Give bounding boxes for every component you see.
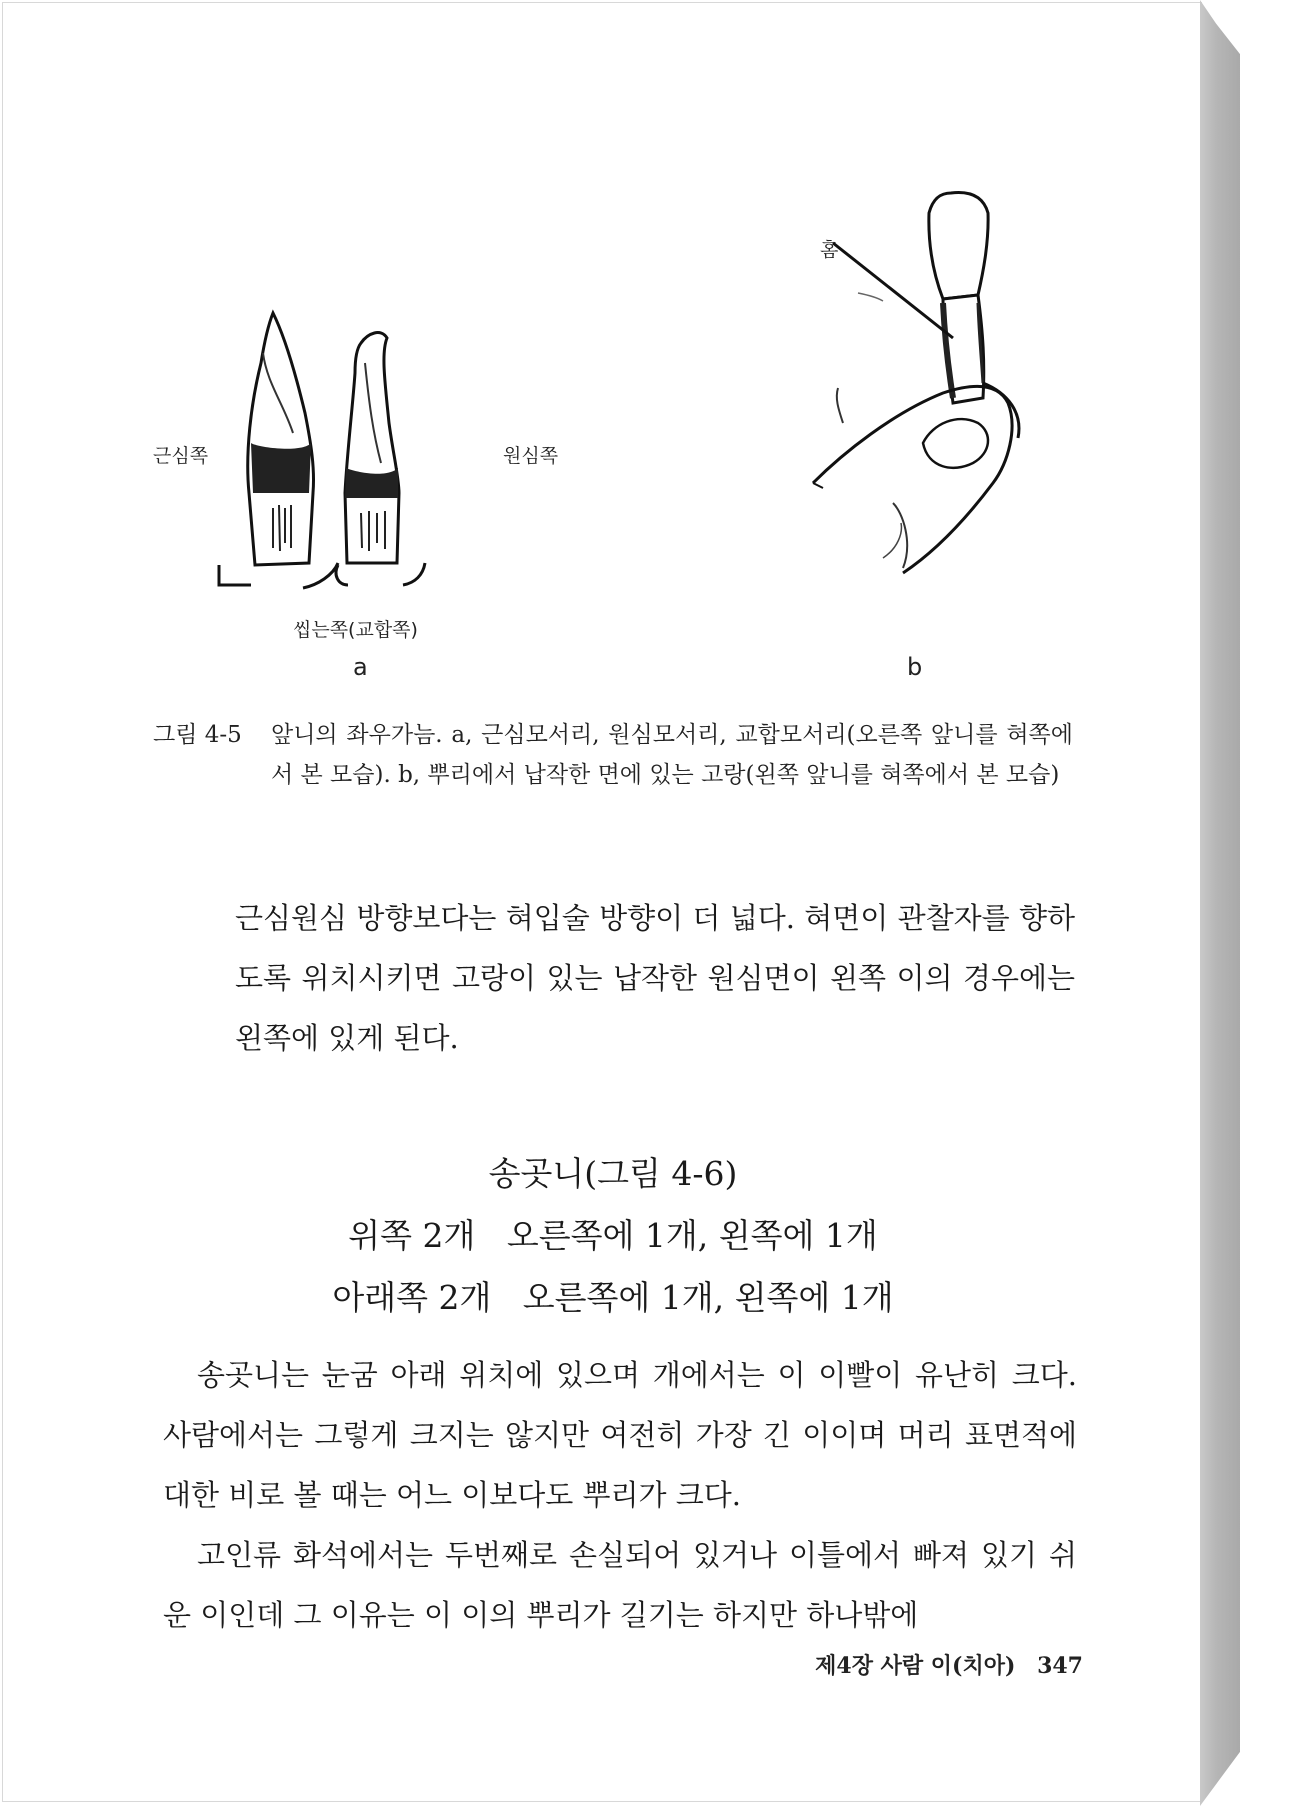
- figure-4-5-a: [133, 293, 593, 693]
- page-number: 347: [1037, 1653, 1083, 1679]
- section-lower-count: 아래쪽 2개 오른쪽에 1개, 왼쪽에 1개: [332, 1278, 894, 1317]
- page-footer: [753, 1649, 1083, 1680]
- caption-number: 그림 4-5: [153, 722, 242, 748]
- section-upper-count: 위쪽 2개 오른쪽에 1개, 왼쪽에 1개: [348, 1216, 878, 1255]
- distal-side-label: 원심쪽: [503, 445, 559, 467]
- section-heading: [253, 1143, 973, 1329]
- figure-4-5-b: [783, 183, 1083, 693]
- groove-label: 홈: [820, 239, 839, 261]
- body-paragraphs: [163, 1345, 1077, 1645]
- body-paragraph-2: 송곳니는 눈굼 아래 위치에 있으며 개에서는 이 이빨이 유난히 크다. 사람에서는 그렇게 크지는 않지만 여전히 가장 긴 이이며 머리 표면적에 대한 비로 볼 때는 어느 이보다도 뿌리가 크다.: [163, 1358, 1077, 1512]
- section-title: 송곳니(그림 4-6): [488, 1154, 738, 1193]
- book-page: [2, 2, 1202, 1802]
- page-stack-edge: [1200, 0, 1240, 1806]
- mesial-side-label: 근심쪽: [153, 445, 209, 467]
- figure-b-letter: b: [907, 653, 923, 681]
- figure-a-letter: a: [353, 653, 368, 681]
- body-paragraph-1: 근심원심 방향보다는 혀입술 방향이 더 넓다. 혀면이 관찰자를 향하도록 위치시키면 고랑이 있는 납작한 원심면이 왼쪽 이의 경우에는 왼쪽에 있게 된다.: [235, 901, 1075, 1055]
- figure-caption: [153, 715, 1073, 795]
- body-paragraph-3: 고인류 화석에서는 두번째로 손실되어 있거나 이틀에서 빠져 있기 쉬운 이인데 그 이유는 이 이의 뿌리가 길기는 하지만 하나밖에: [163, 1538, 1077, 1632]
- chapter-title: 제4장 사람 이(치아): [815, 1653, 1016, 1679]
- caption-text: 앞니의 좌우가늠. a, 근심모서리, 원심모서리, 교합모서리(오른쪽 앞니를 혀쪽에서 본 모습). b, 뿌리에서 납작한 면에 있는 고랑(왼쪽 앞니를 혀쪽에서 본 모습): [271, 722, 1073, 788]
- occlusal-side-label: 씹는쪽(교합쪽): [293, 619, 418, 641]
